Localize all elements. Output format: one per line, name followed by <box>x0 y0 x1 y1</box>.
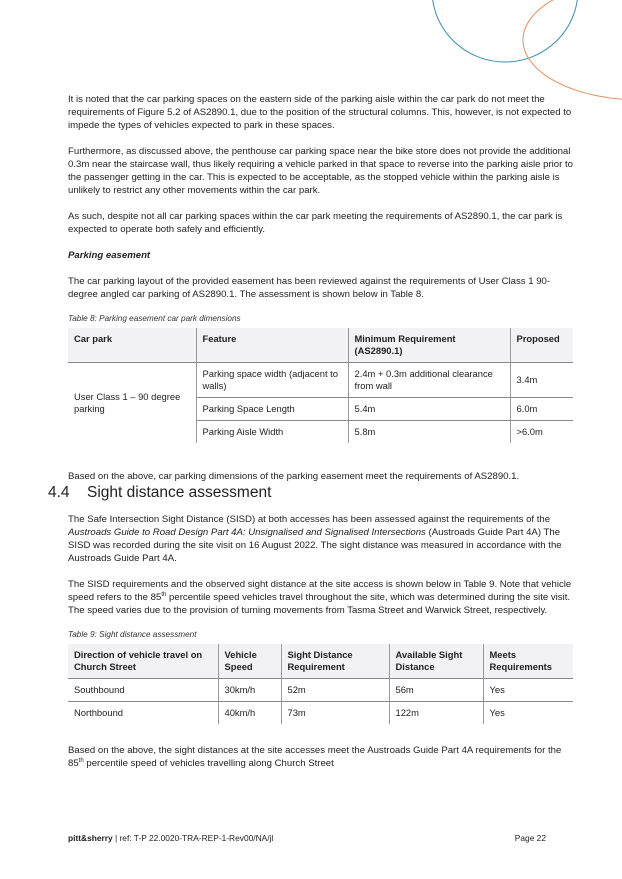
table8-proposed-cell: 6.0m <box>510 398 573 421</box>
paragraph-sight-conclusion <box>68 744 573 770</box>
table8-header-row <box>68 328 573 363</box>
page-number: Page 22 <box>514 833 546 843</box>
footer-reference <box>68 833 273 843</box>
subheading-parking-easement: Parking easement <box>68 250 151 261</box>
page-footer <box>68 833 546 843</box>
table9-caption: Table 9: Sight distance assessment <box>68 630 197 639</box>
table8-feature-cell: Parking Aisle Width <box>196 421 348 444</box>
table8-minimum-cell: 5.8m <box>348 421 510 444</box>
table8-minimum-cell: 2.4m + 0.3m additional clearance from wall <box>348 363 510 398</box>
section-heading <box>48 484 271 502</box>
table9-header: Direction of vehicle travel on Church Street <box>68 644 218 679</box>
paragraph-easement: The car parking layout of the provided easement has been reviewed against the requirements of User Class 1 90-degree angled car parking of AS2890.1. The assessment is shown below in Table 8. <box>68 276 551 300</box>
table9-sight-distance <box>68 644 573 724</box>
table9-direction-cell: Southbound <box>68 679 218 702</box>
paragraph-columns: It is noted that the car parking spaces on the eastern side of the parking aisle within the car park do not meet the requirements of Figure 5.2 of AS2890.1, due to the position of the structural columns. This, however, is not expected to impede the types of vehicles expected to park in these spaces. <box>68 94 572 131</box>
section-number: 4.4 <box>48 484 70 501</box>
table9-meets-cell: Yes <box>483 679 573 702</box>
table8-proposed-cell: 3.4m <box>510 363 573 398</box>
table9-header: Sight Distance Requirement <box>281 644 389 679</box>
page-body <box>68 93 573 483</box>
paragraph-penthouse: Furthermore, as discussed above, the penthouse car parking space near the bike store does not provide the additional 0.3m near the staircase wall, thus likely requiring a vehicle parked in that space to reverse into the parking aisle prior to the passenger getting in the car. This is expected to be acceptable, as the stopped vehicle within the parking aisle is unlikely to restrict any other movements within the car park. <box>68 146 573 196</box>
table8-feature-cell: Parking Space Length <box>196 398 348 421</box>
orange-circle-decoration <box>523 0 622 100</box>
blue-circle-decoration <box>432 0 578 62</box>
footer-brand: pitt&sherry <box>68 833 113 843</box>
table9-direction-cell: Northbound <box>74 707 123 718</box>
table9-available-cell: 122m <box>389 702 483 725</box>
paragraph-sisd-requirements <box>68 578 573 617</box>
text-span: (Austroads Guide Part 4A) The SISD was recorded during the site visit on 16 August 2022. The sight distance was measured in accordance with the Austroads Guide Part 4A. <box>68 527 562 564</box>
table8-header: Proposed <box>510 328 573 363</box>
table8-minimum-cell: 5.4m <box>348 398 510 421</box>
table8-caption: Table 8: Parking easement car park dimensions <box>68 314 241 323</box>
table8-header: Car park <box>68 328 196 363</box>
superscript: th <box>161 591 167 598</box>
superscript: th <box>78 757 84 764</box>
section-body <box>68 513 573 770</box>
text-span: Based on the above, the sight distances at the site accesses meet the Austroads Guide Part 4A requirements for the 85 <box>68 745 562 769</box>
table-row <box>68 679 573 702</box>
table9-speed-cell: 40km/h <box>218 702 281 725</box>
paragraph-easement-conclusion: Based on the above, car parking dimensions of the parking easement meet the requirements of AS2890.1. <box>68 471 520 482</box>
table9-requirement-cell: 73m <box>281 702 389 725</box>
table-row <box>68 363 573 398</box>
text-span: The Safe Intersection Sight Distance (SISD) at both accesses has been assessed against the requirements of the <box>68 514 551 525</box>
section-title: Sight distance assessment <box>87 484 272 501</box>
table9-header: Available Sight Distance <box>389 644 483 679</box>
table8-feature-cell: Parking space width (adjacent to walls) <box>196 363 348 398</box>
table8-header: Feature <box>196 328 348 363</box>
table9-header: Vehicle Speed <box>218 644 281 679</box>
guide-title-italic: Austroads Guide to Road Design Part 4A: Unsignalised and Signalised Intersections <box>68 527 426 538</box>
table8-parking-easement <box>68 328 573 443</box>
table8-header: Minimum Requirement (AS2890.1) <box>348 328 510 363</box>
paragraph-sisd-intro <box>68 513 573 565</box>
text-span: percentile speed of vehicles travelling along Church Street <box>83 758 334 769</box>
paragraph-conclusion: As such, despite not all car parking spaces within the car park meeting the requirements of AS2890.1, the car park is expected to operate both safely and efficiently. <box>68 211 563 235</box>
text-span: percentile speed vehicles travel throughout the site, which was determined during the site visit. The speed varies due to the provision of turning movements from Tasma Street and Warwick Street, respectively. <box>68 592 571 616</box>
table8-proposed-cell: >6.0m <box>510 421 573 444</box>
table9-header-row <box>68 644 573 679</box>
table9-available-cell: 56m <box>389 679 483 702</box>
table9-speed-cell: 30km/h <box>218 679 281 702</box>
text-span: The SISD requirements and the observed sight distance at the site access is shown below in Table 9. Note that vehicle speed refers to the 85 <box>68 579 572 603</box>
table9-header: Meets Requirements <box>483 644 573 679</box>
table9-meets-cell: Yes <box>483 702 573 725</box>
footer-ref-text: | ref: T-P 22.0020-TRA-REP-1-Rev00/NA/jl <box>112 833 274 843</box>
table-row <box>68 702 573 725</box>
table8-car-park-cell: User Class 1 – 90 degree parking <box>74 391 181 414</box>
table9-requirement-cell: 52m <box>281 679 389 702</box>
